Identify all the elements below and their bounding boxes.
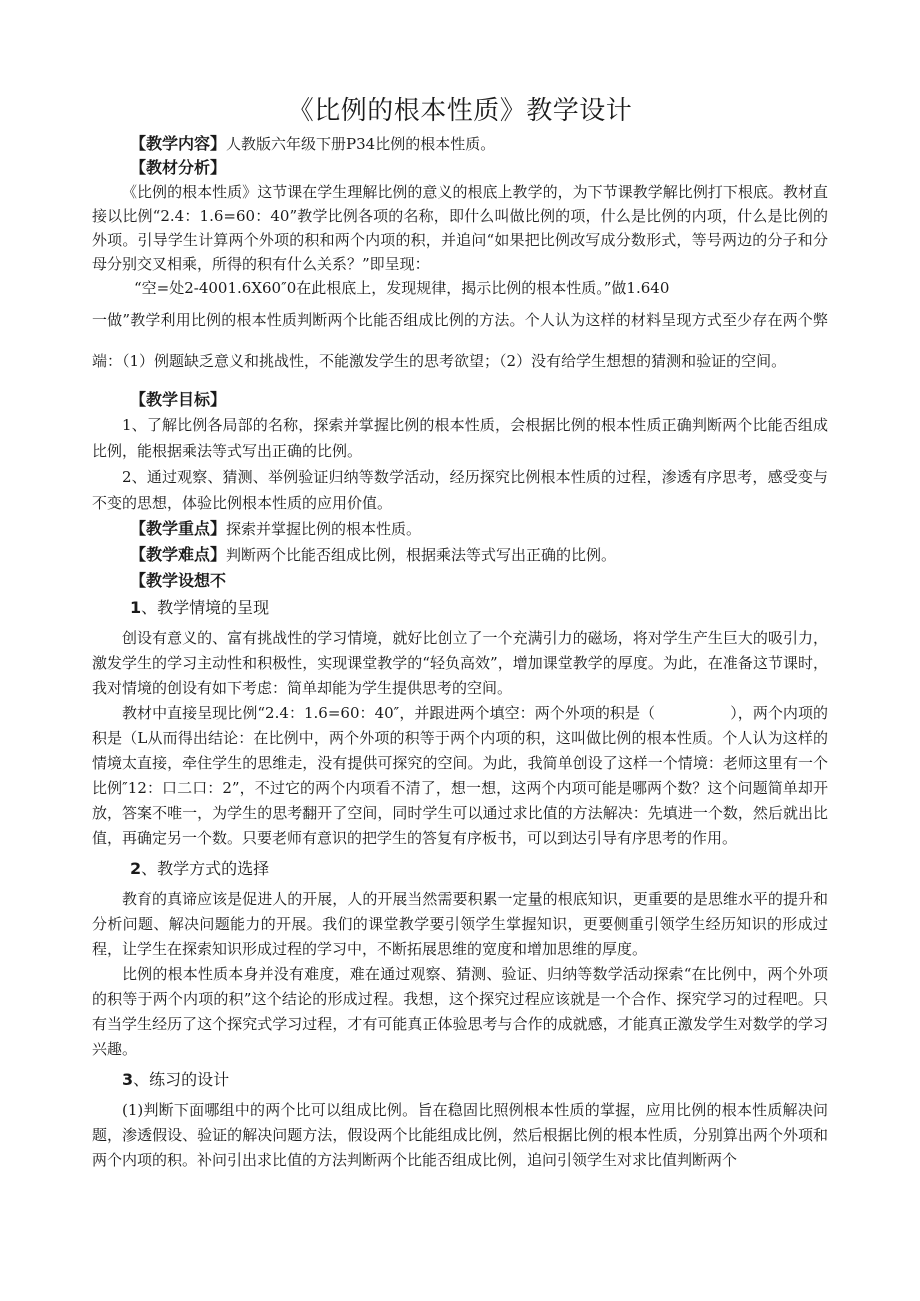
teaching-content [92, 132, 828, 156]
section-1-number: 1 [130, 598, 142, 617]
goals-label: 【教学目标】 [130, 390, 227, 409]
idea-label: 【教学设想不 [130, 571, 227, 590]
section-1-paragraph-1: 创设有意义的、富有挑战性的学习情境，就好比创立了一个充满引力的磁场，将对学生产生巨大的吸引力，激发学生的学习主动性和积极性，实现课堂教学的“轻负高效”，增加课堂教学的厚度。为此，在准备这节课时，我对情境的创设有如下考虑：简单却能为学生提供思考的空间。 [92, 629, 828, 697]
difficulty [92, 542, 828, 568]
section-1-heading [92, 594, 828, 622]
section-1-paragraph-2: 教材中直接呈现比例“2.4：1.6=60：40″，并跟进两个填空：两个外项的积是（ ），两个内项的积是（L从而得出结论：在比例中，两个外项的积等于两个内项的积，这叫做比例的根本性质。个人认为这样的情境太直接，牵住学生的思维走，没有提供可探究的空间。为此，我简单创设了这样一个情境：老师这里有一个比例″12：口二口：2”，不过它的两个内项看不清了，想一想，这两个内项可能是哪两个数？这个问题简单却开放，答案不唯一，为学生的思考翻开了空间，同时学生可以通过求比值的方法解决：先填进一个数，然后就出比值，再确定另一个数。只要老师有意识的把学生的答复有序板书，可以到达引导有序思考的作用。 [92, 704, 828, 847]
document-page [92, 92, 828, 1173]
goal-2: 2、通过观察、猜测、举例验证归纳等数学活动，经历探究比例根本性质的过程，渗透有序思考，感受变与不变的思想，体验比例根本性质的应用价值。 [92, 468, 828, 512]
analysis-paragraph-1: 《比例的根本性质》这节课在学生理解比例的意义的根底上教学的，为下节课教学解比例打下根底。教材直接以比例“2.4：1.6=60：40”教学比例各项的名称，即什么叫做比例的项，什么是比例的内项，什么是比例的外项。引导学生计算两个外项的积和两个内项的积，并追问“如果把比例改写成分数形式，等号两边的分子和分母分别交叉相乘，所得的积有什么关系？”即呈现： [92, 183, 828, 273]
section-3-title: 、练习的设计 [133, 1070, 230, 1089]
section-2-title: 、教学方式的选择 [141, 859, 270, 878]
analysis-paragraph-2: “空=处2-4001.6X60″0在此根底上，发现规律，揭示比例的根本性质。”做1.640 [134, 279, 670, 297]
key-point [92, 516, 828, 542]
section-3-paragraph-1: (1)判断下面哪组中的两个比可以组成比例。旨在稳固比照例根本性质的掌握，应用比例的根本性质解决问题，渗透假设、验证的解决问题方法，假设两个比能组成比例，然后根据比例的根本性质，分别算出两个外项和两个内项的积。补问引出求比值的方法判断两个比能否组成比例，追问引领学生对求比值判断两个 [92, 1101, 828, 1169]
difficulty-label: 【教学难点】 [130, 545, 227, 564]
content-text: 人教版六年级下册P34比例的根本性质。 [226, 135, 496, 153]
idea-heading [92, 568, 828, 594]
difficulty-text: 判断两个比能否组成比例，根据乘法等式写出正确的比例。 [226, 546, 617, 564]
section-2-number: 2 [130, 859, 142, 878]
key-text: 探索并掌握比例的根本性质。 [226, 520, 422, 538]
section-3-heading [92, 1066, 828, 1094]
section-3-number: 3 [122, 1070, 134, 1089]
section-2-heading [92, 855, 828, 883]
section-1-title: 、教学情境的呈现 [141, 598, 270, 617]
goals-heading [92, 388, 828, 412]
key-label: 【教学重点】 [130, 519, 227, 538]
section-2-paragraph-2: 比例的根本性质本身并没有难度，难在通过观察、猜测、验证、归纳等数学活动探索“在比例中，两个外项的积等于两个内项的积”这个结论的形成过程。我想，这个探究过程应该就是一个合作、探究学习的过程吧。只有当学生经历了这个探究式学习过程，才有可能真正体验思考与合作的成就感，才能真正激发学生对数学的学习兴趣。 [92, 965, 828, 1058]
content-label: 【教学内容】 [130, 134, 227, 153]
goal-1: 1、了解比例各局部的名称，探索并掌握比例的根本性质，会根据比例的根本性质正确判断两个比能否组成比例，能根据乘法等式写出正确的比例。 [92, 416, 828, 460]
section-2-paragraph-1: 教育的真谛应该是促进人的开展，人的开展当然需要积累一定量的根底知识，更重要的是思维水平的提升和分析问题、解决问题能力的开展。我们的课堂教学要引领学生掌握知识，更要侧重引领学生经历知识的形成过程，让学生在探索知识形成过程的学习中，不断拓展思维的宽度和增加思维的厚度。 [92, 890, 828, 958]
page-title: 《比例的根本性质》教学设计 [287, 96, 633, 126]
analysis-label: 【教材分析】 [130, 158, 227, 177]
analysis-paragraph-3: 一做”教学利用比例的根本性质判断两个比能否组成比例的方法。个人认为这样的材料呈现方式至少存在两个弊端：（1）例题缺乏意义和挑战性，不能激发学生的思考欲望；（2）没有给学生想想的猜测和验证的空间。 [92, 311, 828, 370]
analysis-heading [92, 156, 828, 180]
